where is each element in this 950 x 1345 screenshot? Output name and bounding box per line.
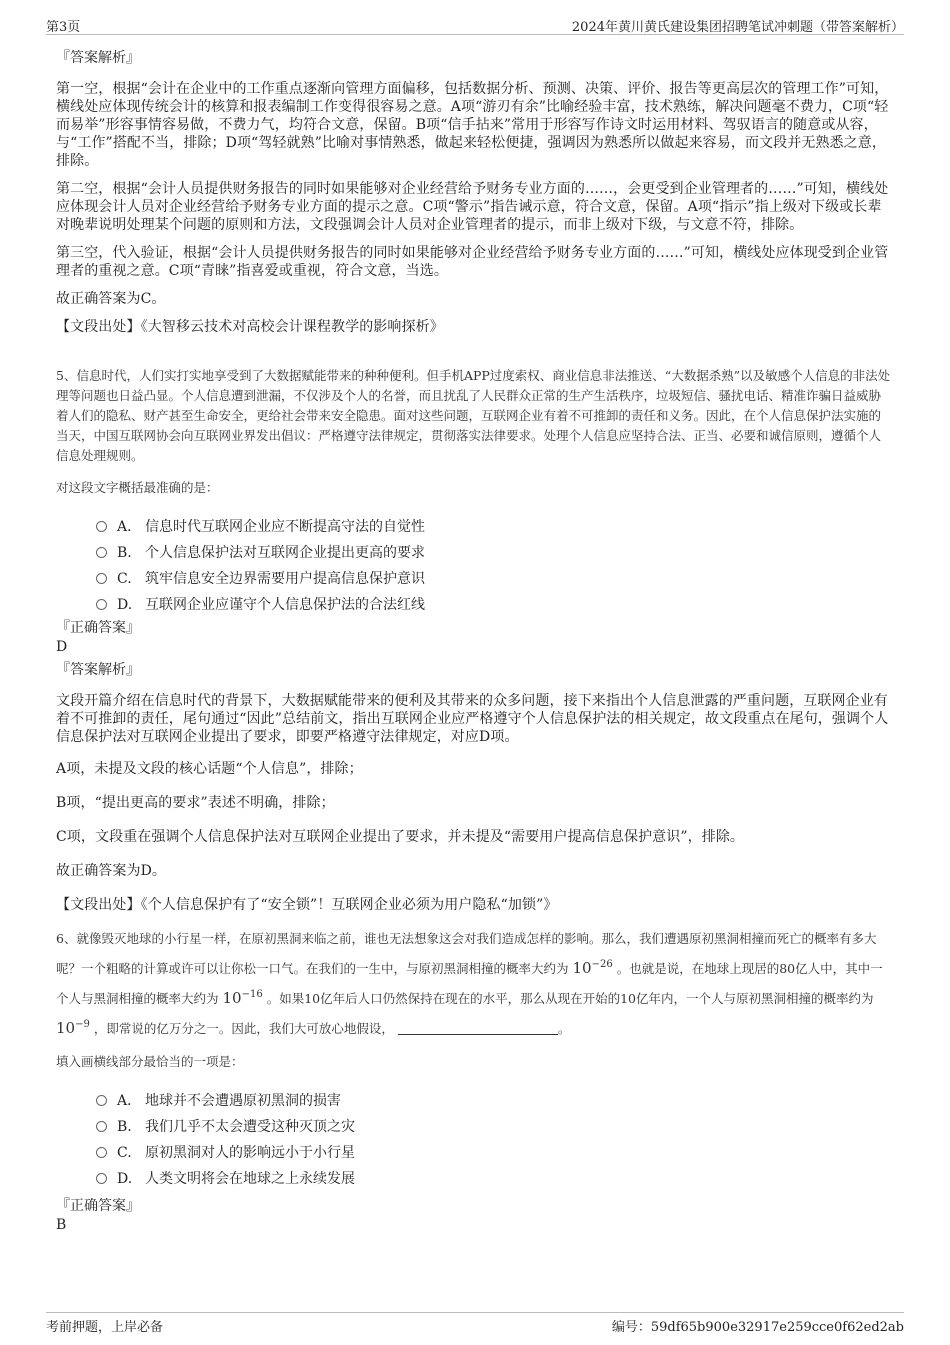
document-id: 编号：59df65b900e32917e259cce0f62ed2ab [611, 1320, 904, 1335]
option-a[interactable]: A． 地球并不会遭遇原初黑洞的损害 [96, 1088, 892, 1114]
option-b[interactable]: B. 我们几乎不太会遭受这种灭顶之灾 [96, 1114, 892, 1140]
analysis-paragraph: 文段开篇介绍在信息时代的背景下，大数据赋能带来的便利及其带来的众多问题，接下来指出个人信息泄露的严重问题，互联网企业有着不可推卸的责任，尾句通过“因此”总结前文，指出互联网企业应严格遵守个人信息保护法的相关规定，故文段重点在尾句，强调个人信息保护法对互联网企业提出了要求，即要严格遵守法律规定，对应D项。 [56, 693, 889, 745]
source-citation: 【文段出处】《大智移云技术对高校会计课程教学的影响探析》 [56, 319, 444, 335]
analysis-paragraph: B项，“提出更高的要求”表述不明确，排除； [56, 795, 335, 811]
conclusion: 故正确答案为C。 [56, 291, 166, 307]
math-expression: $10^{-9}$ [56, 1019, 90, 1037]
radio-icon[interactable] [96, 599, 107, 610]
question-6-text: 6、就像毁灭地球的小行星一样，在原初黑洞来临之前，谁也无法想象这会对我们造成怎样的影响。那么，我们遭遇原初黑洞相撞而死亡的概率有多大呢？一个粗略的计算或许可以让你松一口气。在我们的一生中，与原初黑洞相撞的概率大约为 $10^{-26}$ 。也就是说，在地球上现居的80亿人中，其中一个人与黑洞相撞的概率大约为 $10^{-16}$ 。如果10亿年后人口仍然保持在现在的水平，那么从现在开始的10亿年内，一个人与原初黑洞相撞的概率约为 $10^{-9}$ ，即常说的亿万分之一。因此，我们大可放心地假设， 。 [56, 931, 883, 1037]
page-header [46, 14, 904, 35]
analysis-paragraph: 第一空，根据“会计在企业中的工作重点逐渐向管理方面偏移，包括数据分析、预测、决策、评价、报告等更高层次的管理工作”可知，横线处应体现传统会计的核算和报表编制工作变得很容易之意。A项“游刃有余”比喻经验丰富，技术熟练，解决问题毫不费力，C项“轻而易举”形容事情容易做，不费力气，均符合文意，保留。B项“信手拈来”常用于形容写作诗文时运用材料、驾驭语言的随意或从容，与“工作”搭配不当，排除；D项“驾轻就熟”比喻对事情熟悉，做起来轻松便捷，强调因为熟悉所以做起来容易，而文段并无熟悉之意，排除。 [56, 81, 889, 169]
analysis-paragraph: 第二空，根据“会计人员提供财务报告的同时如果能够对企业经营给予财务专业方面的……，会更受到企业管理者的……”可知，横线处应体现会计人员对企业经营给予财务专业方面的提示之意。C项“警示”指告诫示意，符合文意，保留。A项“指示”指上级对下级或长辈对晚辈说明处理某个问题的原则和方法，文段强调会计人员对企业管理者的提示，而非上级对下级，与文意不符，排除。 [56, 181, 889, 233]
conclusion: 故正确答案为D。 [56, 863, 167, 879]
math-expression: $10^{-16}$ [222, 989, 263, 1007]
question-5-instruction: 对这段文字概括最准确的是： [56, 480, 219, 495]
analysis-paragraph: A项，未提及文段的核心话题“个人信息”，排除； [56, 761, 363, 777]
analysis-label: 『答案解析』 [56, 662, 140, 678]
correct-answer: D [56, 639, 68, 655]
question-5-text: 5、信息时代，人们实打实地享受到了大数据赋能带来的种种便利。但手机APP过度索权、商业信息非法推送、“大数据杀熟”以及敏感个人信息的非法处理等问题也日益凸显。个人信息遭到泄漏，不仅涉及个人的名誉，而且扰乱了人民群众正常的生产生活秩序，垃圾短信、骚扰电话、精准诈骗日益威胁着人们的隐私、财产甚至生命安全，更给社会带来安全隐患。面对这些问题，互联网企业有着不可推卸的责任和义务。因此，在个人信息保护法实施的当天，中国互联网协会向互联网业界发出倡议：严格遵守法律规定，贯彻落实法律要求。处理个人信息应坚持合法、正当、必要和诚信原则，遵循个人信息处理规则。 [56, 368, 891, 463]
question-6-instruction: 填入画横线部分最恰当的一项是： [56, 1054, 244, 1069]
fill-in-blank [398, 1020, 558, 1035]
correct-answer-label: 『正确答案』 [56, 1198, 140, 1214]
footer-slogan: 考前押题，上岸必备 [46, 1320, 164, 1335]
radio-icon[interactable] [96, 547, 107, 558]
radio-icon[interactable] [96, 573, 107, 584]
math-expression: $10^{-26}$ [572, 959, 613, 977]
option-d[interactable]: D. 人类文明将会在地球之上永续发展 [96, 1166, 892, 1192]
analysis-paragraph: 第三空，代入验证，根据“会计人员提供财务报告的同时如果能够对企业经营给予财务专业方面的……”可知，横线处应体现受到企业管理者的重视之意。C项“青睐”指喜爱或重视，符合文意，当选。 [56, 245, 889, 279]
option-b[interactable]: B. 个人信息保护法对互联网企业提出更高的要求 [96, 540, 892, 566]
option-c[interactable]: C. 原初黑洞对人的影响远小于小行星 [96, 1140, 892, 1166]
analysis-paragraph: C项，文段重在强调个人信息保护法对互联网企业提出了要求，并未提及“需要用户提高信息保护意识”，排除。 [56, 829, 745, 845]
correct-answer-label: 『正确答案』 [56, 620, 140, 636]
option-d[interactable]: D. 互联网企业应谨守个人信息保护法的合法红线 [96, 592, 892, 618]
main-content [56, 44, 892, 1238]
page-footer [46, 1312, 904, 1333]
analysis-label: 『答案解析』 [56, 50, 140, 66]
radio-icon[interactable] [96, 1095, 107, 1106]
question-5-options [96, 514, 892, 618]
option-c[interactable]: C. 筑牢信息安全边界需要用户提高信息保护意识 [96, 566, 892, 592]
radio-icon[interactable] [96, 1173, 107, 1184]
radio-icon[interactable] [96, 1147, 107, 1158]
page-number: 第3页 [46, 20, 81, 35]
radio-icon[interactable] [96, 521, 107, 532]
source-citation: 【文段出处】《个人信息保护有了“安全锁”！互联网企业必须为用户隐私“加锁”》 [56, 897, 558, 913]
correct-answer: B [56, 1217, 67, 1233]
option-a[interactable]: A． 信息时代互联网企业应不断提高守法的自觉性 [96, 514, 892, 540]
document-title: 2024年黄川黄氏建设集团招聘笔试冲刺题（带答案解析） [571, 20, 904, 35]
radio-icon[interactable] [96, 1121, 107, 1132]
question-6-options [96, 1088, 892, 1192]
